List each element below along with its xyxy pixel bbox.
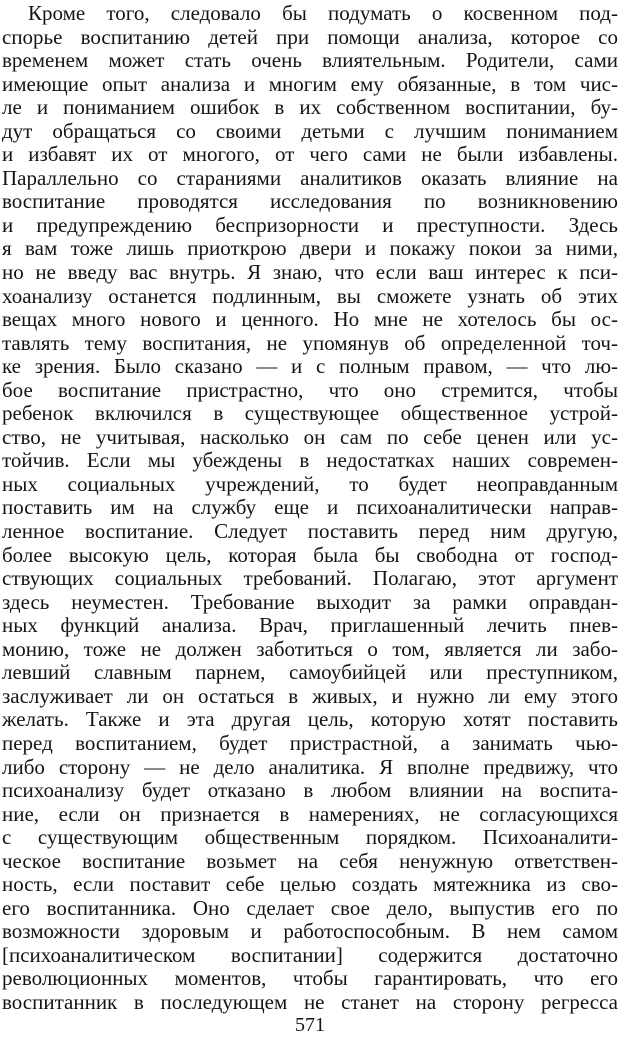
text-line: и избавят их от многого, от чего сами не были избавлены.	[2, 143, 618, 167]
page-number: 571	[295, 1014, 325, 1036]
text-line: тойчив. Если мы убеждены в недостатках наших современ-	[2, 449, 618, 473]
text-line: дут обращаться со своими детьми с лучшим пониманием	[2, 119, 618, 143]
text-line: ке зрения. Было сказано — и с полным правом, — что лю-	[2, 355, 618, 379]
text-line: тавлять тему воспитания, не упомянув об определенной точ-	[2, 331, 618, 355]
text-line: ствующих социальных требований. Полагаю, этот аргумент	[2, 567, 618, 591]
text-line: ребенок включился в существующее общественное устрой-	[2, 402, 618, 426]
text-line: имеющие опыт анализа и многим ему обязанные, в том чис-	[2, 72, 618, 96]
text-line: ство, не учитывая, насколько он сам по себе ценен или ус-	[2, 425, 618, 449]
text-line: я вам тоже лишь приоткрою двери и покажу покои за ними,	[2, 237, 618, 261]
text-line: перед воспитанием, будет пристрастной, а занимать чью-	[2, 731, 618, 755]
text-line: и предупреждению беспризорности и преступности. Здесь	[2, 213, 618, 237]
text-line: [психоаналитическом воспитании] содержится достаточно	[2, 943, 618, 967]
text-line: монию, тоже не должен заботиться о том, является ли забо-	[2, 637, 618, 661]
text-line: вещах много нового и ценного. Но мне не хотелось бы ос-	[2, 308, 618, 332]
text-line: заслуживает ли он остаться в живых, и нужно ли ему этого	[2, 684, 618, 708]
text-line: Кроме того, следовало бы подумать о косвенном под-	[28, 2, 618, 25]
text-line: временем может стать очень влиятельным. Родители, сами	[2, 49, 618, 73]
text-line: ле и пониманием ошибок в их собственном воспитании, бу-	[2, 96, 618, 120]
text-line: бое воспитание пристрастно, что оно стремится, чтобы	[2, 378, 618, 402]
text-line: революционных моментов, чтобы гарантировать, что его	[2, 967, 618, 991]
text-line: ние, если он признается в намерениях, не согласующихся	[2, 802, 618, 826]
text-line: но не введу вас внутрь. Я знаю, что если ваш интерес к пси-	[2, 261, 618, 285]
text-line: поставить им на службу еще и психоаналитически направ-	[2, 496, 618, 520]
text-line: возможности здоровым и работоспособным. В нем самом	[2, 920, 618, 944]
text-line: воспитанник в последующем не станет на сторону регресса	[2, 990, 618, 1014]
text-line: ленное воспитание. Следует поставить перед ним другую,	[2, 520, 618, 544]
text-line: Параллельно со стараниями аналитиков оказать влияние на	[2, 166, 618, 190]
body-text	[2, 2, 618, 1015]
text-line: левший славным парнем, самоубийцей или преступником,	[2, 661, 618, 685]
text-line: ных функций анализа. Врач, приглашенный лечить пнев-	[2, 614, 618, 638]
text-line: хоанализу останется подлинным, вы сможете узнать об этих	[2, 284, 618, 308]
text-line: более высокую цель, которая была бы свободна от господ-	[2, 543, 618, 567]
text-line: ных социальных учреждений, то будет неоправданным	[2, 472, 618, 496]
text-line: ческое воспитание возьмет на себя ненужную ответствен-	[2, 849, 618, 873]
text-line: здесь неуместен. Требование выходит за рамки оправдан-	[2, 590, 618, 614]
text-line: желать. Также и эта другая цель, которую хотят поставить	[2, 708, 618, 732]
text-line: либо сторону — не дело аналитика. Я вполне предвижу, что	[2, 755, 618, 779]
text-line: спорье воспитанию детей при помощи анализа, которое со	[2, 25, 618, 49]
text-line: ность, если поставит себе целью создать мятежника из сво-	[2, 873, 618, 897]
text-line: его воспитанника. Оно сделает свое дело, выпустив его по	[2, 896, 618, 920]
text-line: воспитание проводятся исследования по возникновению	[2, 190, 618, 214]
text-line: психоанализу будет отказано в любом влиянии на воспита-	[2, 779, 618, 803]
text-line: с существующим общественным порядком. Психоаналити-	[2, 826, 618, 850]
